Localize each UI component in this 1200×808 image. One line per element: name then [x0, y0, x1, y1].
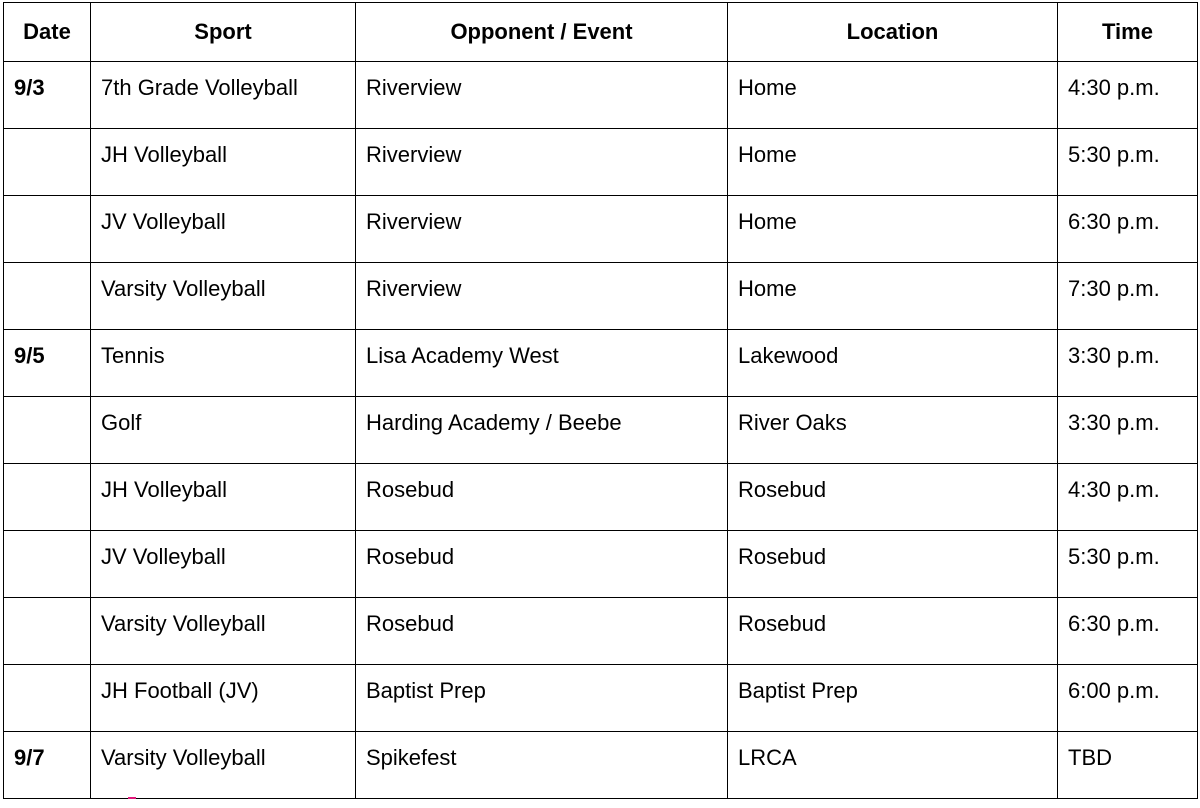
- cell-date: [4, 665, 91, 732]
- cell-location: Home: [728, 263, 1058, 330]
- cell-date: [4, 598, 91, 665]
- cell-location: LRCA: [728, 732, 1058, 799]
- cell-location: River Oaks: [728, 397, 1058, 464]
- cell-location: Home: [728, 196, 1058, 263]
- header-date: Date: [4, 3, 91, 62]
- cell-date: [4, 263, 91, 330]
- cell-location: Home: [728, 129, 1058, 196]
- table-row: [4, 464, 1198, 531]
- cell-time: 5:30 p.m.: [1058, 129, 1198, 196]
- cell-time: 4:30 p.m.: [1058, 62, 1198, 129]
- cell-date: 9/3: [4, 62, 91, 129]
- cell-time: 6:30 p.m.: [1058, 598, 1198, 665]
- cell-opponent: Baptist Prep: [356, 665, 728, 732]
- table-row: [4, 129, 1198, 196]
- cell-opponent: Lisa Academy West: [356, 330, 728, 397]
- cell-sport: Varsity Volleyball: [91, 598, 356, 665]
- cell-time: 5:30 p.m.: [1058, 531, 1198, 598]
- cell-opponent: Rosebud: [356, 598, 728, 665]
- table-header: [4, 3, 1198, 62]
- header-opponent: Opponent / Event: [356, 3, 728, 62]
- table-row: [4, 62, 1198, 129]
- cell-sport: Tennis: [91, 330, 356, 397]
- header-sport: Sport: [91, 3, 356, 62]
- cell-sport: JH Football (JV): [91, 665, 356, 732]
- cell-opponent: Rosebud: [356, 531, 728, 598]
- cell-sport: Varsity Volleyball: [91, 732, 356, 799]
- cell-opponent: Rosebud: [356, 464, 728, 531]
- header-row: [4, 3, 1198, 62]
- table-row: [4, 531, 1198, 598]
- cell-date: [4, 531, 91, 598]
- cell-time: 3:30 p.m.: [1058, 397, 1198, 464]
- cell-location: Rosebud: [728, 464, 1058, 531]
- cell-opponent: Riverview: [356, 62, 728, 129]
- table-row: [4, 196, 1198, 263]
- cell-opponent: Riverview: [356, 263, 728, 330]
- pink-cursor-mark: [128, 797, 136, 799]
- cell-sport: Golf: [91, 397, 356, 464]
- schedule-table: [3, 2, 1198, 799]
- table-row: [4, 665, 1198, 732]
- cell-date: [4, 129, 91, 196]
- cell-time: 6:00 p.m.: [1058, 665, 1198, 732]
- cell-opponent: Spikefest: [356, 732, 728, 799]
- cell-time: 4:30 p.m.: [1058, 464, 1198, 531]
- table-body: [4, 62, 1198, 799]
- cell-date: [4, 464, 91, 531]
- cell-opponent: Riverview: [356, 196, 728, 263]
- cell-opponent: Riverview: [356, 129, 728, 196]
- cell-location: Rosebud: [728, 531, 1058, 598]
- cell-location: Baptist Prep: [728, 665, 1058, 732]
- cell-sport: JV Volleyball: [91, 531, 356, 598]
- cell-location: Rosebud: [728, 598, 1058, 665]
- table-row: [4, 330, 1198, 397]
- header-time: Time: [1058, 3, 1198, 62]
- cell-date: 9/7: [4, 732, 91, 799]
- cell-sport: JH Volleyball: [91, 464, 356, 531]
- cell-opponent: Harding Academy / Beebe: [356, 397, 728, 464]
- cell-time: 7:30 p.m.: [1058, 263, 1198, 330]
- header-location: Location: [728, 3, 1058, 62]
- cell-date: [4, 397, 91, 464]
- cell-location: Home: [728, 62, 1058, 129]
- cell-time: TBD: [1058, 732, 1198, 799]
- cell-time: 6:30 p.m.: [1058, 196, 1198, 263]
- cell-date: 9/5: [4, 330, 91, 397]
- table-row: [4, 263, 1198, 330]
- cell-date: [4, 196, 91, 263]
- cell-sport: 7th Grade Volleyball: [91, 62, 356, 129]
- cell-location: Lakewood: [728, 330, 1058, 397]
- table-row: [4, 598, 1198, 665]
- cell-time: 3:30 p.m.: [1058, 330, 1198, 397]
- table-row: [4, 397, 1198, 464]
- cell-sport: JV Volleyball: [91, 196, 356, 263]
- cell-sport: JH Volleyball: [91, 129, 356, 196]
- cell-sport: Varsity Volleyball: [91, 263, 356, 330]
- table-row: [4, 732, 1198, 799]
